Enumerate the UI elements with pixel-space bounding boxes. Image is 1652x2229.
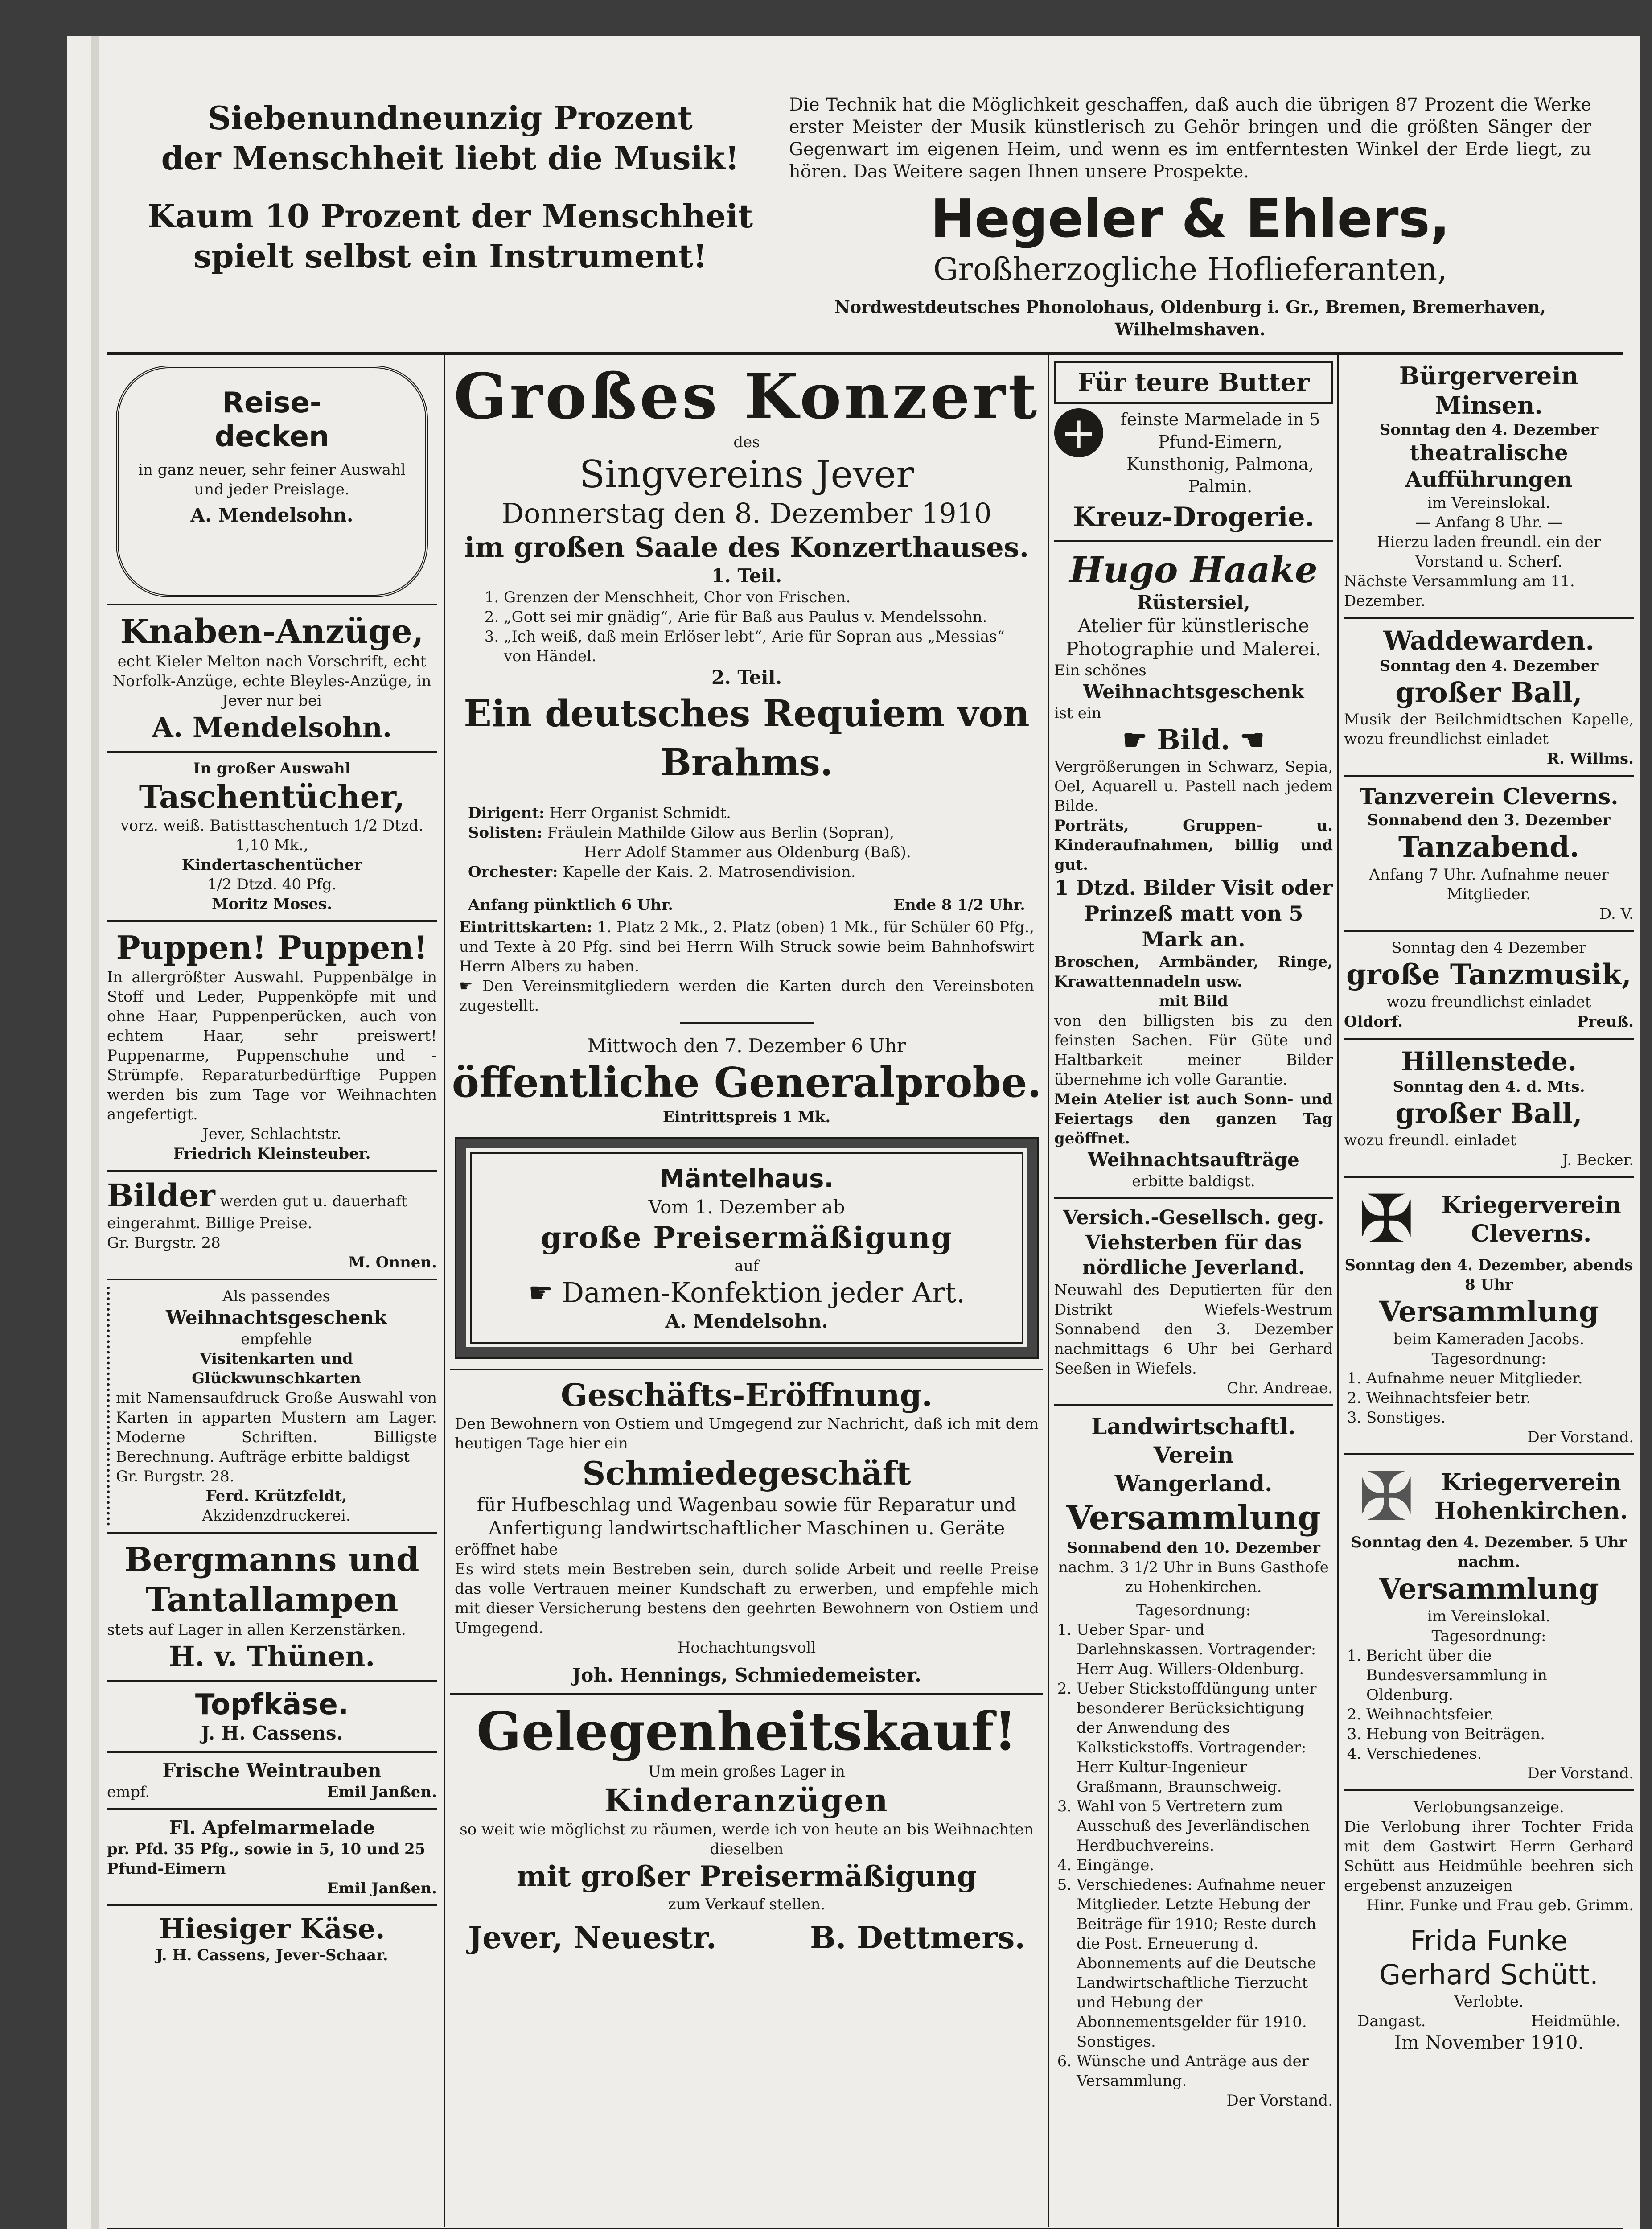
ad-gelegenheitskauf	[450, 1701, 1043, 1957]
verl-name-2: Gerhard Schütt.	[1379, 1958, 1599, 1991]
header-divider	[107, 352, 1623, 355]
tasch-text-1: vorz. weiß. Batisttaschentuch 1/2 Dtzd. 1,10 Mk.,	[120, 817, 423, 854]
column-rule-1	[444, 355, 445, 2227]
ad-maentelhaus	[456, 1139, 1037, 1357]
gesch-big: Schmiedegeschäft	[582, 1454, 911, 1492]
haake-portraits: Porträts, Gruppen- u. Kinderaufnahmen, billig und gut.	[1054, 817, 1333, 874]
puppen-title: Puppen! Puppen!	[116, 929, 428, 966]
probe-date: Mittwoch den 7. Dezember 6 Uhr	[587, 1035, 906, 1057]
kv2-item: 1. Bericht über die Bundesversammlung in Oldenburg.	[1366, 1646, 1634, 1705]
kv2-title-2: Hohenkirchen.	[1434, 1497, 1628, 1525]
lw-title-1: Landwirtschaftl. Verein	[1091, 1413, 1296, 1468]
ad-reisedecken	[116, 366, 428, 597]
divider	[107, 751, 437, 753]
butter-title: Für teure Butter	[1054, 361, 1333, 404]
haake-text-3: Vergrößerungen in Schwarz, Sepia, Oel, Aquarell u. Pastell nach jedem Bilde.	[1054, 758, 1333, 815]
butter-name: Kreuz-Drogerie.	[1073, 502, 1315, 533]
column-right	[1344, 361, 1634, 2225]
vers-name: Chr. Andreae.	[1227, 1379, 1333, 1397]
ad-puppen	[107, 928, 437, 1164]
kaese-title: Hiesiger Käse.	[159, 1912, 385, 1945]
trauben-name: Emil Janßen.	[327, 1783, 437, 1801]
weih-sub: empfehle	[241, 1330, 312, 1348]
ad-tanzmusik-oldorf	[1344, 938, 1634, 1032]
knaben-text: echt Kieler Melton nach Vorschrift, echt Norfolk-Anzüge, echte Bleyles-Anzüge, in Jever nur bei	[112, 653, 431, 710]
tasch-sub: Kindertaschentücher	[181, 856, 362, 874]
haake-atelier-2: Mein Atelier ist auch Sonn- und Feiertags den ganzen Tag geöffnet.	[1054, 1090, 1333, 1147]
hegeler-brand: Hegeler & Ehlers,	[930, 188, 1450, 249]
konzert-date: Donnerstag den 8. Dezember 1910	[501, 497, 992, 530]
tm-big: große Tanzmusik,	[1346, 958, 1631, 991]
kv1-tagesordnung	[1344, 1369, 1634, 1427]
mantel-items-text: Damen-Konfektion jeder Art.	[562, 1276, 965, 1309]
topf-title: Topfkäse.	[195, 1688, 349, 1721]
tm-text: wozu freundlichst einladet	[1386, 993, 1591, 1011]
bv-anfang: — Anfang 8 Uhr. —	[1415, 514, 1562, 531]
lw-date: Sonnabend den 10. Dezember	[1067, 1539, 1320, 1557]
divider	[1054, 540, 1333, 542]
column-rule-2	[1048, 355, 1049, 2227]
lw-item: 5. Verschiedenes: Aufnahme neuer Mitglieder. Letzte Hebung der Beiträge für 1910; Reste durch die Post. Erneuerung d. Abonnements auf die Deutsche Landwirtschaftliche Tierzucht und Hebung der Abonnementsgelder für 1910. Sonstiges.	[1077, 1875, 1333, 2052]
haake-offer: 1 Dtzd. Bilder Visit oder Prinzeß matt von 5 Mark an.	[1054, 876, 1333, 951]
bv-next: Nächste Versammlung am 11. Dezember.	[1344, 572, 1575, 610]
weih-pre: Als passendes	[222, 1287, 330, 1305]
kv2-item: 3. Hebung von Beiträgen.	[1366, 1724, 1634, 1744]
haake-text-1: Ein schönes	[1054, 662, 1147, 679]
hill-title: Hillenstede.	[1401, 1046, 1577, 1077]
bilder-name: M. Onnen.	[348, 1254, 437, 1271]
konzert-anfang: Anfang pünktlich 6 Uhr.	[468, 896, 674, 914]
trauben-title: Frische Weintrauben	[162, 1760, 382, 1781]
pointing-hand-icon: ☛	[1122, 724, 1157, 756]
kv2-tages: Tagesordnung:	[1431, 1627, 1546, 1645]
ad-grosses-konzert	[450, 361, 1043, 1127]
vers-title: Versich.-Gesellsch. geg. Viehsterben für das nördliche Jeverland.	[1063, 1206, 1324, 1279]
kv1-item: 3. Sonstiges.	[1366, 1408, 1634, 1427]
slogan-line-1: Siebenundneunzig Prozent	[208, 99, 693, 137]
ad-weintrauben	[107, 1759, 437, 1802]
kv2-place: im Vereinslokal.	[1427, 1608, 1550, 1625]
trauben-left: empf.	[107, 1783, 150, 1801]
butter-items: feinste Marmelade in 5 Pfund-Eimern, Kunsthonig, Palmona, Palmin.	[1120, 410, 1320, 496]
lw-item: 3. Wahl von 5 Vertretern zum Ausschuß des Jeverländischen Herdbuchvereins.	[1077, 1797, 1333, 1855]
solist-2: Herr Adolf Stammer aus Oldenburg (Baß).	[584, 843, 911, 861]
konzert-requiem: Ein deutsches Requiem von Brahms.	[464, 692, 1030, 784]
tanz-sign: D. V.	[1599, 905, 1634, 923]
berg-text: stets auf Lager in allen Kerzenstärken.	[107, 1621, 406, 1639]
bv-text: Hierzu laden freundl. ein der Vorstand u. Scherf.	[1377, 533, 1601, 571]
reise-name: A. Mendelsohn.	[190, 504, 353, 526]
haake-bild-text: Bild.	[1157, 724, 1230, 756]
reise-title-1: Reise-	[222, 387, 322, 419]
divider	[107, 1170, 437, 1172]
eintritt-text: 1. Platz 2 Mk., 2. Platz (oben) 1 Mk., für Schüler 60 Pfg., und Texte à 20 Pfg. sind bei Herrn Wilh Struck sowie beim Bahnhofswirt Herrn Albers zu haben.	[459, 918, 1035, 975]
gel-text-2: so weit wie möglichst zu räumen, werde ich von heute an bis Weihnachten dieselben	[460, 1821, 1034, 1858]
gel-left: Jever, Neuestr.	[468, 1920, 717, 1956]
wadd-text: Musik der Beilchmidtschen Kapelle, wozu freundlichst einladet	[1344, 711, 1634, 748]
dirigent-label: Dirigent:	[468, 804, 545, 822]
ad-kreuz-drogerie	[1054, 361, 1333, 534]
lw-sign: Der Vorstand.	[1226, 2092, 1333, 2110]
haake-auftraege: Weihnachtsaufträge	[1088, 1149, 1299, 1171]
bv-date: Sonntag den 4. Dezember	[1379, 421, 1599, 439]
divider	[107, 604, 437, 605]
divider	[1344, 617, 1634, 619]
ad-kriegerverein-cleverns	[1344, 1181, 1634, 1447]
lw-title-2: Wangerland.	[1114, 1470, 1273, 1497]
wadd-date: Sonntag den 4. Dezember	[1379, 657, 1599, 675]
berg-title-1: Bergmanns und	[124, 1541, 419, 1579]
hill-big: großer Ball,	[1395, 1097, 1582, 1130]
hill-date: Sonntag den 4. d. Mts.	[1393, 1078, 1585, 1096]
gesch-opened: eröffnet habe	[455, 1541, 558, 1559]
divider	[107, 1532, 437, 1534]
lw-item: 4. Eingänge.	[1077, 1855, 1333, 1875]
mantel-from: Vom 1. Dezember ab	[648, 1196, 845, 1218]
divider	[107, 920, 437, 922]
ad-verlobungsanzeige	[1344, 1797, 1634, 2054]
kv2-tagesordnung	[1344, 1646, 1634, 1764]
divider	[1344, 930, 1634, 932]
ad-weihnachtsgeschenk-karten	[107, 1287, 437, 1526]
verl-text: Die Verlobung ihrer Tochter Frida mit dem Gastwirt Herrn Gerhard Schütt aus Heidmühle beehren sich ergebenst anzuzeigen	[1344, 1818, 1634, 1895]
probe-title: öffentliche Generalprobe.	[452, 1058, 1042, 1106]
kv1-item: 1. Aufnahme neuer Mitglieder.	[1366, 1369, 1634, 1388]
divider	[1344, 1176, 1634, 1178]
divider	[107, 1808, 437, 1810]
gel-text-3: zum Verkauf stellen.	[668, 1896, 826, 1913]
mantel-title: Mäntelhaus.	[660, 1164, 834, 1193]
header-music-slogan	[120, 98, 780, 348]
konzert-programm	[450, 588, 1043, 666]
eintritt-label: Eintrittskarten:	[459, 918, 592, 936]
tasch-text-2: 1/2 Dtzd. 40 Pfg.	[207, 876, 337, 893]
kaese-name: J. H. Cassens, Jever-Schaar.	[156, 1946, 388, 1964]
ad-topfkaese	[107, 1688, 437, 1745]
ad-hillenstede	[1344, 1046, 1634, 1170]
pointing-hand-icon: ☛	[528, 1276, 562, 1309]
divider	[1344, 1453, 1634, 1455]
kv1-tages: Tagesordnung:	[1431, 1350, 1546, 1368]
ad-waddewarden	[1344, 625, 1634, 769]
ad-hugo-haake	[1054, 548, 1333, 1191]
kv2-title-1: Kriegerverein	[1441, 1469, 1621, 1496]
page-binding-edge	[91, 36, 99, 2229]
konzert-ende: Ende 8 1/2 Uhr.	[893, 896, 1025, 914]
kv1-date: Sonntag den 4. Dezember, abends 8 Uhr	[1344, 1256, 1633, 1294]
reise-text: in ganz neuer, sehr feiner Auswahl und jeder Preislage.	[138, 461, 406, 498]
kv1-sign: Der Vorstand.	[1527, 1428, 1634, 1446]
mantel-items	[479, 1276, 1015, 1310]
orchester: Kapelle der Kais. 2. Matrosendivision.	[563, 863, 856, 881]
haake-title: Hugo Haake	[1069, 549, 1318, 591]
mantel-big: große Preisermäßigung	[541, 1220, 953, 1255]
verl-name-1: Frida Funke	[1410, 1925, 1568, 1957]
weih-role: Akzidenzdruckerei.	[202, 1507, 351, 1525]
reise-title-2: decken	[214, 420, 329, 453]
divider	[1344, 775, 1634, 777]
wadd-name: R. Willms.	[1546, 750, 1634, 768]
ad-apfelmarmelade	[107, 1816, 437, 1898]
wadd-title: Waddewarden.	[1383, 625, 1594, 656]
konzert-teil-1: 1. Teil.	[711, 565, 782, 587]
bilder-addr: Gr. Burgstr. 28	[107, 1234, 221, 1252]
ad-knaben-anzuege	[107, 612, 437, 744]
verl-date: Im November 1910.	[1394, 2032, 1584, 2053]
hill-text: wozu freundl. einladet	[1344, 1131, 1516, 1149]
ad-bergmanns-lampen	[107, 1540, 437, 1674]
hegeler-address: Nordwestdeutsches Phonolohaus, Oldenburg i. Gr., Bremen, Bremerhaven, Wilhelmshaven.	[834, 297, 1546, 339]
divider	[450, 1369, 1043, 1370]
konzert-teil-2: 2. Teil.	[711, 666, 782, 688]
hill-name: J. Becker.	[1562, 1151, 1634, 1169]
puppen-name: Friedrich Kleinsteuber.	[173, 1145, 371, 1163]
ad-bilder	[107, 1178, 437, 1272]
gel-right: B. Dettmers.	[810, 1920, 1025, 1956]
tasch-name: Moritz Moses.	[211, 895, 333, 913]
haake-baldigst: erbitte baldigst.	[1132, 1172, 1255, 1190]
programm-item: 3. „Ich weiß, daß mein Erlöser lebt“, Arie für Sopran aus „Messias“ von Händel.	[504, 627, 1030, 666]
verl-parents: Hinr. Funke und Frau geb. Grimm.	[1366, 1896, 1634, 1914]
haake-mit: mit Bild	[1159, 992, 1228, 1010]
divider	[450, 1693, 1043, 1695]
lw-item: 2. Ueber Stickstoffdüngung unter besonderer Berücksichtigung der Anwendung des Kalkstickstoffs. Vortragender: Herr Kultur-Ingenieur Graßmann, Braunschweig.	[1077, 1679, 1333, 1797]
bilder-title: Bilder	[107, 1177, 215, 1214]
konzert-title: Großes Konzert	[453, 361, 1040, 433]
solisten-label: Solisten:	[468, 824, 542, 842]
tanz-big: Tanzabend.	[1398, 831, 1580, 864]
orchester-label: Orchester:	[468, 863, 558, 881]
bv-big: theatralische Aufführungen	[1405, 440, 1573, 492]
weih-title: Weihnachtsgeschenk	[165, 1307, 387, 1328]
konzert-ort: im großen Saale des Konzerthauses.	[464, 531, 1029, 563]
gesch-text: Den Bewohnern von Ostiem und Umgegend zur Nachricht, daß ich mit dem heutigen Tage hier ein	[455, 1415, 1039, 1452]
topf-name: J. H. Cassens.	[201, 1722, 343, 1744]
weih-text: mit Namensaufdruck Große Auswahl von Karten in apparten Mustern am Lager. Moderne Schriften. Billigste Berechnung. Aufträge erbitte baldigst	[116, 1389, 437, 1466]
bv-place: im Vereinslokal.	[1427, 494, 1550, 512]
kv1-title-1: Kriegerverein	[1441, 1192, 1621, 1219]
ad-versicherung-viehsterben	[1054, 1205, 1333, 1398]
tm-name: Preuß.	[1577, 1013, 1634, 1031]
weih-name: Ferd. Krützfeldt,	[205, 1487, 347, 1505]
iron-cross-icon: ✠	[1358, 1458, 1414, 1536]
haake-place: Rüstersiel,	[1137, 592, 1250, 613]
divider	[1344, 1789, 1634, 1791]
hegeler-text: Die Technik hat die Möglichkeit geschaffen, daß auch die übrigen 87 Prozent die Werke erster Meister der Musik künstlerisch zu Gehör bringen und die größten Sänger der Gegenwart im eigenen Heim, und wenn es im entferntesten Winkel der Erde liegt, zu hören. Das Weitere sagen Ihnen unsere Prospekte.	[789, 95, 1591, 182]
haake-atelier: Atelier für künstlerische Photographie und Malerei.	[1066, 615, 1321, 660]
ad-buergerverein-minsen	[1344, 361, 1634, 611]
pointing-hand-left-icon: ☚	[1230, 724, 1265, 756]
kv2-sign: Der Vorstand.	[1527, 1764, 1634, 1782]
apfel-name: Emil Janßen.	[327, 1879, 437, 1897]
tanz-text: Anfang 7 Uhr. Aufnahme neuer Mitglieder.	[1369, 866, 1609, 903]
puppen-text: In allergrößter Auswahl. Puppenbälge in Stoff und Leder, Puppenköpfe mit und ohne Haar, Puppenperücken, auch von echtem Haar, sehr preiswert! Puppenarme, Puppenschuhe und -Strümpfe. Reparaturbedürftige Puppen werden bis zum Tage vor Weihnachten angefertigt.	[107, 968, 437, 1123]
konzert-mitwirkende	[450, 803, 1043, 882]
programm-item: 1. Grenzen der Menschheit, Chor von Frischen.	[504, 588, 1030, 607]
haake-text-4: von den billigsten bis zu den feinsten Sachen. Für Güte und Haltbarkeit meiner Bilder übernehme ich volle Garantie.	[1054, 1012, 1333, 1089]
kv2-item: 4. Verschiedenes.	[1366, 1744, 1634, 1764]
weih-cards: Visitenkarten und Glückwunschkarten	[192, 1350, 361, 1387]
slogan-line-4: spielt selbst ein Instrument!	[193, 237, 707, 275]
vers-text: Neuwahl des Deputierten für den Distrikt Wiefels-Westrum Sonnabend den 3. Dezember nachmittags 6 Uhr bei Gerhard Seeßen in Wiefels.	[1054, 1281, 1333, 1378]
lw-big: Versammlung	[1066, 1499, 1321, 1537]
gel-big-2: mit großer Preisermäßigung	[516, 1860, 977, 1893]
column-third	[1054, 361, 1333, 2225]
weih-addr: Gr. Burgstr. 28.	[116, 1468, 234, 1485]
verl-verlobte: Verlobte.	[1454, 1993, 1524, 2011]
kv2-item: 2. Weihnachtsfeier.	[1366, 1705, 1634, 1724]
apfel-title: Fl. Apfelmarmelade	[169, 1817, 375, 1838]
ad-landwirtschaftl-verein	[1054, 1412, 1333, 2110]
kv1-item: 2. Weihnachtsfeier betr.	[1366, 1388, 1634, 1408]
tasch-title: Taschentücher,	[139, 778, 405, 815]
gesch-for: für Hufbeschlag und Wagenbau sowie für Reparatur und Anfertigung landwirtschaftlicher Maschinen u. Geräte	[477, 1494, 1017, 1539]
kv1-place: beim Kameraden Jacobs.	[1393, 1330, 1585, 1348]
slogan-line-3: Kaum 10 Prozent der Menschheit	[147, 197, 753, 235]
lw-place: nachm. 3 1/2 Uhr in Buns Gasthofe zu Hohenkirchen.	[1058, 1559, 1329, 1596]
wadd-big: großer Ball,	[1395, 676, 1582, 709]
lw-tages: Tagesordnung:	[1136, 1601, 1251, 1619]
berg-title-2: Tantallampen	[145, 1581, 399, 1619]
cross-icon: +	[1054, 408, 1103, 457]
ad-tanzverein-cleverns	[1344, 783, 1634, 924]
hegeler-subtitle: Großherzogliche Hoflieferanten,	[933, 251, 1447, 288]
divider	[107, 1904, 437, 1906]
knaben-name: A. Mendelsohn.	[152, 711, 392, 744]
column-left	[107, 361, 437, 2225]
divider	[107, 1279, 437, 1280]
haake-broschen: Broschen, Armbänder, Ringe, Krawattennadeln usw.	[1054, 953, 1333, 991]
puppen-addr: Jever, Schlachtstr.	[202, 1125, 341, 1143]
konzert-mitglieder: ☛ Den Vereinsmitgliedern werden die Karten durch den Vereinsboten zugestellt.	[459, 977, 1034, 1015]
verl-place-2: Heidmühle.	[1531, 2012, 1620, 2030]
divider	[1054, 1404, 1333, 1406]
mantel-name: A. Mendelsohn.	[665, 1310, 828, 1332]
header-hegeler-ad	[789, 94, 1591, 352]
gesch-title: Geschäfts-Eröffnung.	[561, 1377, 933, 1414]
gesch-sign: Hochachtungsvoll	[677, 1639, 816, 1657]
tanz-date: Sonnabend den 3. Dezember	[1367, 811, 1611, 829]
gel-title: Gelegenheitskauf!	[476, 1700, 1017, 1762]
divider	[107, 1751, 437, 1753]
berg-name: H. v. Thünen.	[168, 1640, 375, 1673]
bv-title: Bürgerverein Minsen.	[1399, 362, 1579, 419]
konzert-verein: Singvereins Jever	[579, 452, 914, 496]
tasch-pre: In großer Auswahl	[193, 760, 351, 777]
gel-big: Kinderanzügen	[604, 1782, 889, 1819]
haake-text-2: ist ein	[1054, 704, 1101, 722]
tm-left: Oldorf.	[1344, 1013, 1403, 1031]
lw-item: 1. Ueber Spar- und Darlehnskassen. Vortragender: Herr Aug. Willers-Oldenburg.	[1077, 1620, 1333, 1679]
column-center	[450, 361, 1043, 2225]
kv2-big: Versammlung	[1379, 1572, 1599, 1606]
iron-cross-icon: ✠	[1358, 1181, 1414, 1258]
haake-bild	[1054, 723, 1333, 757]
ad-kriegerverein-hohenkirchen	[1344, 1458, 1634, 1783]
verl-title: Verlobungsanzeige.	[1414, 1798, 1564, 1816]
gesch-name: Joh. Hennings, Schmiedemeister.	[572, 1664, 921, 1686]
column-rule-3	[1337, 355, 1339, 2227]
konzert-des: des	[733, 433, 760, 451]
divider	[1344, 1038, 1634, 1040]
kv1-title-2: Cleverns.	[1471, 1220, 1592, 1247]
tm-date: Sonntag den 4 Dezember	[1391, 939, 1586, 957]
short-rule	[680, 1022, 814, 1024]
kv2-date: Sonntag den 4. Dezember. 5 Uhr nachm.	[1351, 1534, 1627, 1571]
divider	[1054, 1197, 1333, 1199]
ad-geschaefts-eroeffnung	[450, 1377, 1043, 1687]
kv1-big: Versammlung	[1379, 1295, 1599, 1328]
divider	[107, 1680, 437, 1682]
apfel-text: pr. Pfd. 35 Pfg., sowie in 5, 10 und 25 Pfund-Eimern	[107, 1840, 426, 1878]
solist-1: Fräulein Mathilde Gilow aus Berlin (Sopran),	[547, 824, 895, 842]
mantel-auf: auf	[734, 1257, 759, 1275]
ad-hiesiger-kaese	[107, 1912, 437, 1965]
bilder-text: werden gut u. dauerhaft eingerahmt. Billige Preise.	[107, 1193, 407, 1232]
dirigent: Herr Organist Schmidt.	[549, 804, 731, 822]
tanz-title: Tanzverein Cleverns.	[1359, 783, 1619, 810]
probe-preis: Eintrittspreis 1 Mk.	[662, 1108, 831, 1126]
gesch-text-2: Es wird stets mein Bestreben sein, durch solide Arbeit und reelle Preise das volle Vertrauen meiner Kundschaft zu erwerben, und empfehle mich mit dieser Versicherung bestens den geehrten Bewohnern von Ostiem und Umgegend.	[455, 1560, 1039, 1637]
newspaper-page	[67, 36, 1640, 2229]
knaben-title: Knaben-Anzüge,	[120, 613, 424, 651]
gel-text: Um mein großes Lager in	[648, 1763, 845, 1781]
lw-tagesordnung	[1054, 1620, 1333, 2091]
programm-item: 2. „Gott sei mir gnädig“, Arie für Baß aus Paulus v. Mendelssohn.	[504, 607, 1030, 627]
haake-gift: Weihnachtsgeschenk	[1083, 681, 1304, 703]
verl-place-1: Dangast.	[1357, 2012, 1426, 2030]
ad-taschentuecher	[107, 759, 437, 914]
slogan-line-2: der Menschheit liebt die Musik!	[161, 139, 740, 177]
lw-item: 6. Wünsche und Anträge aus der Versammlung.	[1077, 2052, 1333, 2091]
